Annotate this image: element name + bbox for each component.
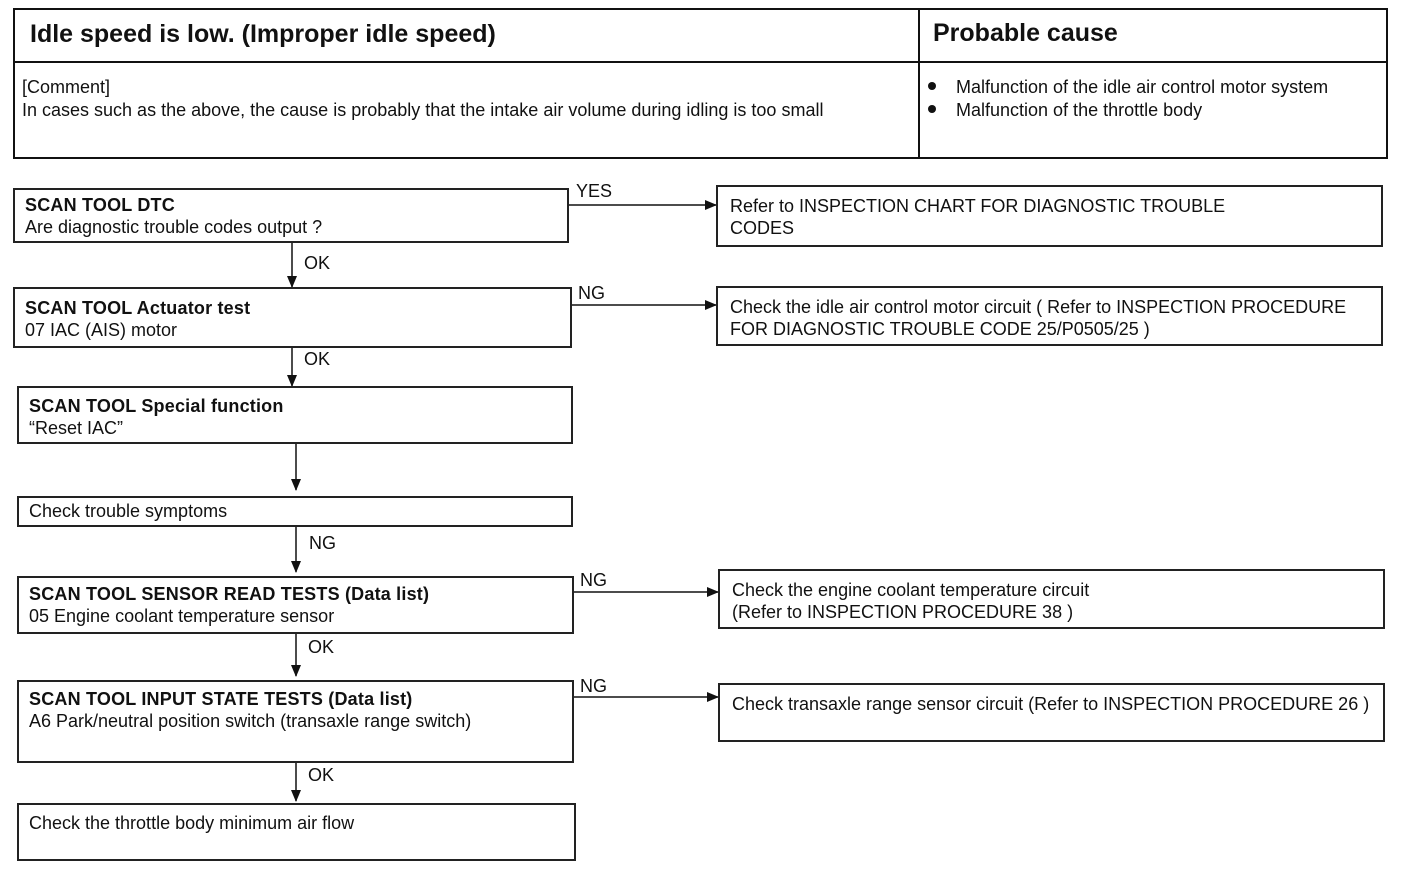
label-ng: NG xyxy=(578,283,605,303)
step-title: SCAN TOOL Special function xyxy=(29,396,284,416)
step-text: Are diagnostic trouble codes output ? xyxy=(25,217,323,237)
cause-item xyxy=(928,99,1383,122)
label-ok: OK xyxy=(308,637,335,657)
step-scan-tool-dtc xyxy=(13,188,569,243)
header-divider-horizontal xyxy=(13,61,1388,63)
step-throttle-min-air-flow xyxy=(17,803,576,861)
label-ok: OK xyxy=(308,765,335,785)
step-special-function xyxy=(17,386,573,444)
step-check-trouble-symptoms xyxy=(17,496,573,527)
step-title: SCAN TOOL DTC xyxy=(25,195,175,215)
cause-text: Malfunction of the throttle body xyxy=(956,100,1203,120)
step-text: “Reset IAC” xyxy=(29,418,124,438)
step-sensor-read-tests xyxy=(17,576,574,634)
result-coolant-temp-circuit xyxy=(718,569,1385,629)
label-ng: NG xyxy=(309,533,336,553)
label-ng: NG xyxy=(580,570,607,590)
comment-label: [Comment] xyxy=(22,77,111,97)
step-text: 07 IAC (AIS) motor xyxy=(25,320,178,340)
result-text: Refer to INSPECTION CHART FOR DIAGNOSTIC TROUBLE CODES xyxy=(730,196,1226,238)
step-text: Check trouble symptoms xyxy=(29,501,228,521)
step-text: A6 Park/neutral position switch (transaxle range switch) xyxy=(29,711,472,731)
result-text: Check the engine coolant temperature circuit xyxy=(732,580,1090,600)
label-yes: YES xyxy=(576,181,613,201)
step-input-state-tests xyxy=(17,680,574,763)
result-transaxle-range-circuit xyxy=(718,683,1385,742)
cause-list xyxy=(928,76,1383,122)
cause-item xyxy=(928,76,1383,99)
symptom-title: Idle speed is low. (Improper idle speed) xyxy=(30,20,496,48)
result-dtc-inspection-chart xyxy=(716,185,1383,247)
probable-cause-title: Probable cause xyxy=(933,19,1118,47)
label-ok: OK xyxy=(304,349,331,369)
bullet-icon xyxy=(928,82,936,90)
comment-text: In cases such as the above, the cause is probably that the intake air volume during idling is too small xyxy=(22,100,824,120)
step-text: 05 Engine coolant temperature sensor xyxy=(29,606,335,626)
step-text: Check the throttle body minimum air flow xyxy=(29,813,355,833)
result-text: (Refer to INSPECTION PROCEDURE 38 ) xyxy=(732,602,1074,622)
step-title: SCAN TOOL INPUT STATE TESTS (Data list) xyxy=(29,689,413,709)
header-divider-vertical xyxy=(918,8,920,159)
result-iac-motor-circuit xyxy=(716,286,1383,346)
step-title: SCAN TOOL SENSOR READ TESTS (Data list) xyxy=(29,584,430,604)
step-actuator-test xyxy=(13,287,572,348)
label-ok: OK xyxy=(304,253,331,273)
cause-text: Malfunction of the idle air control motor system xyxy=(956,77,1329,97)
bullet-icon xyxy=(928,105,936,113)
result-text: Check the idle air control motor circuit ( Refer to INSPECTION PROCEDURE FOR DIAGNOSTIC TROUBLE CODE 25/P0505/25 ) xyxy=(730,297,1347,339)
result-text: Check transaxle range sensor circuit (Refer to INSPECTION PROCEDURE 26 ) xyxy=(732,694,1370,714)
label-ng: NG xyxy=(580,676,607,696)
step-title: SCAN TOOL Actuator test xyxy=(25,298,251,318)
